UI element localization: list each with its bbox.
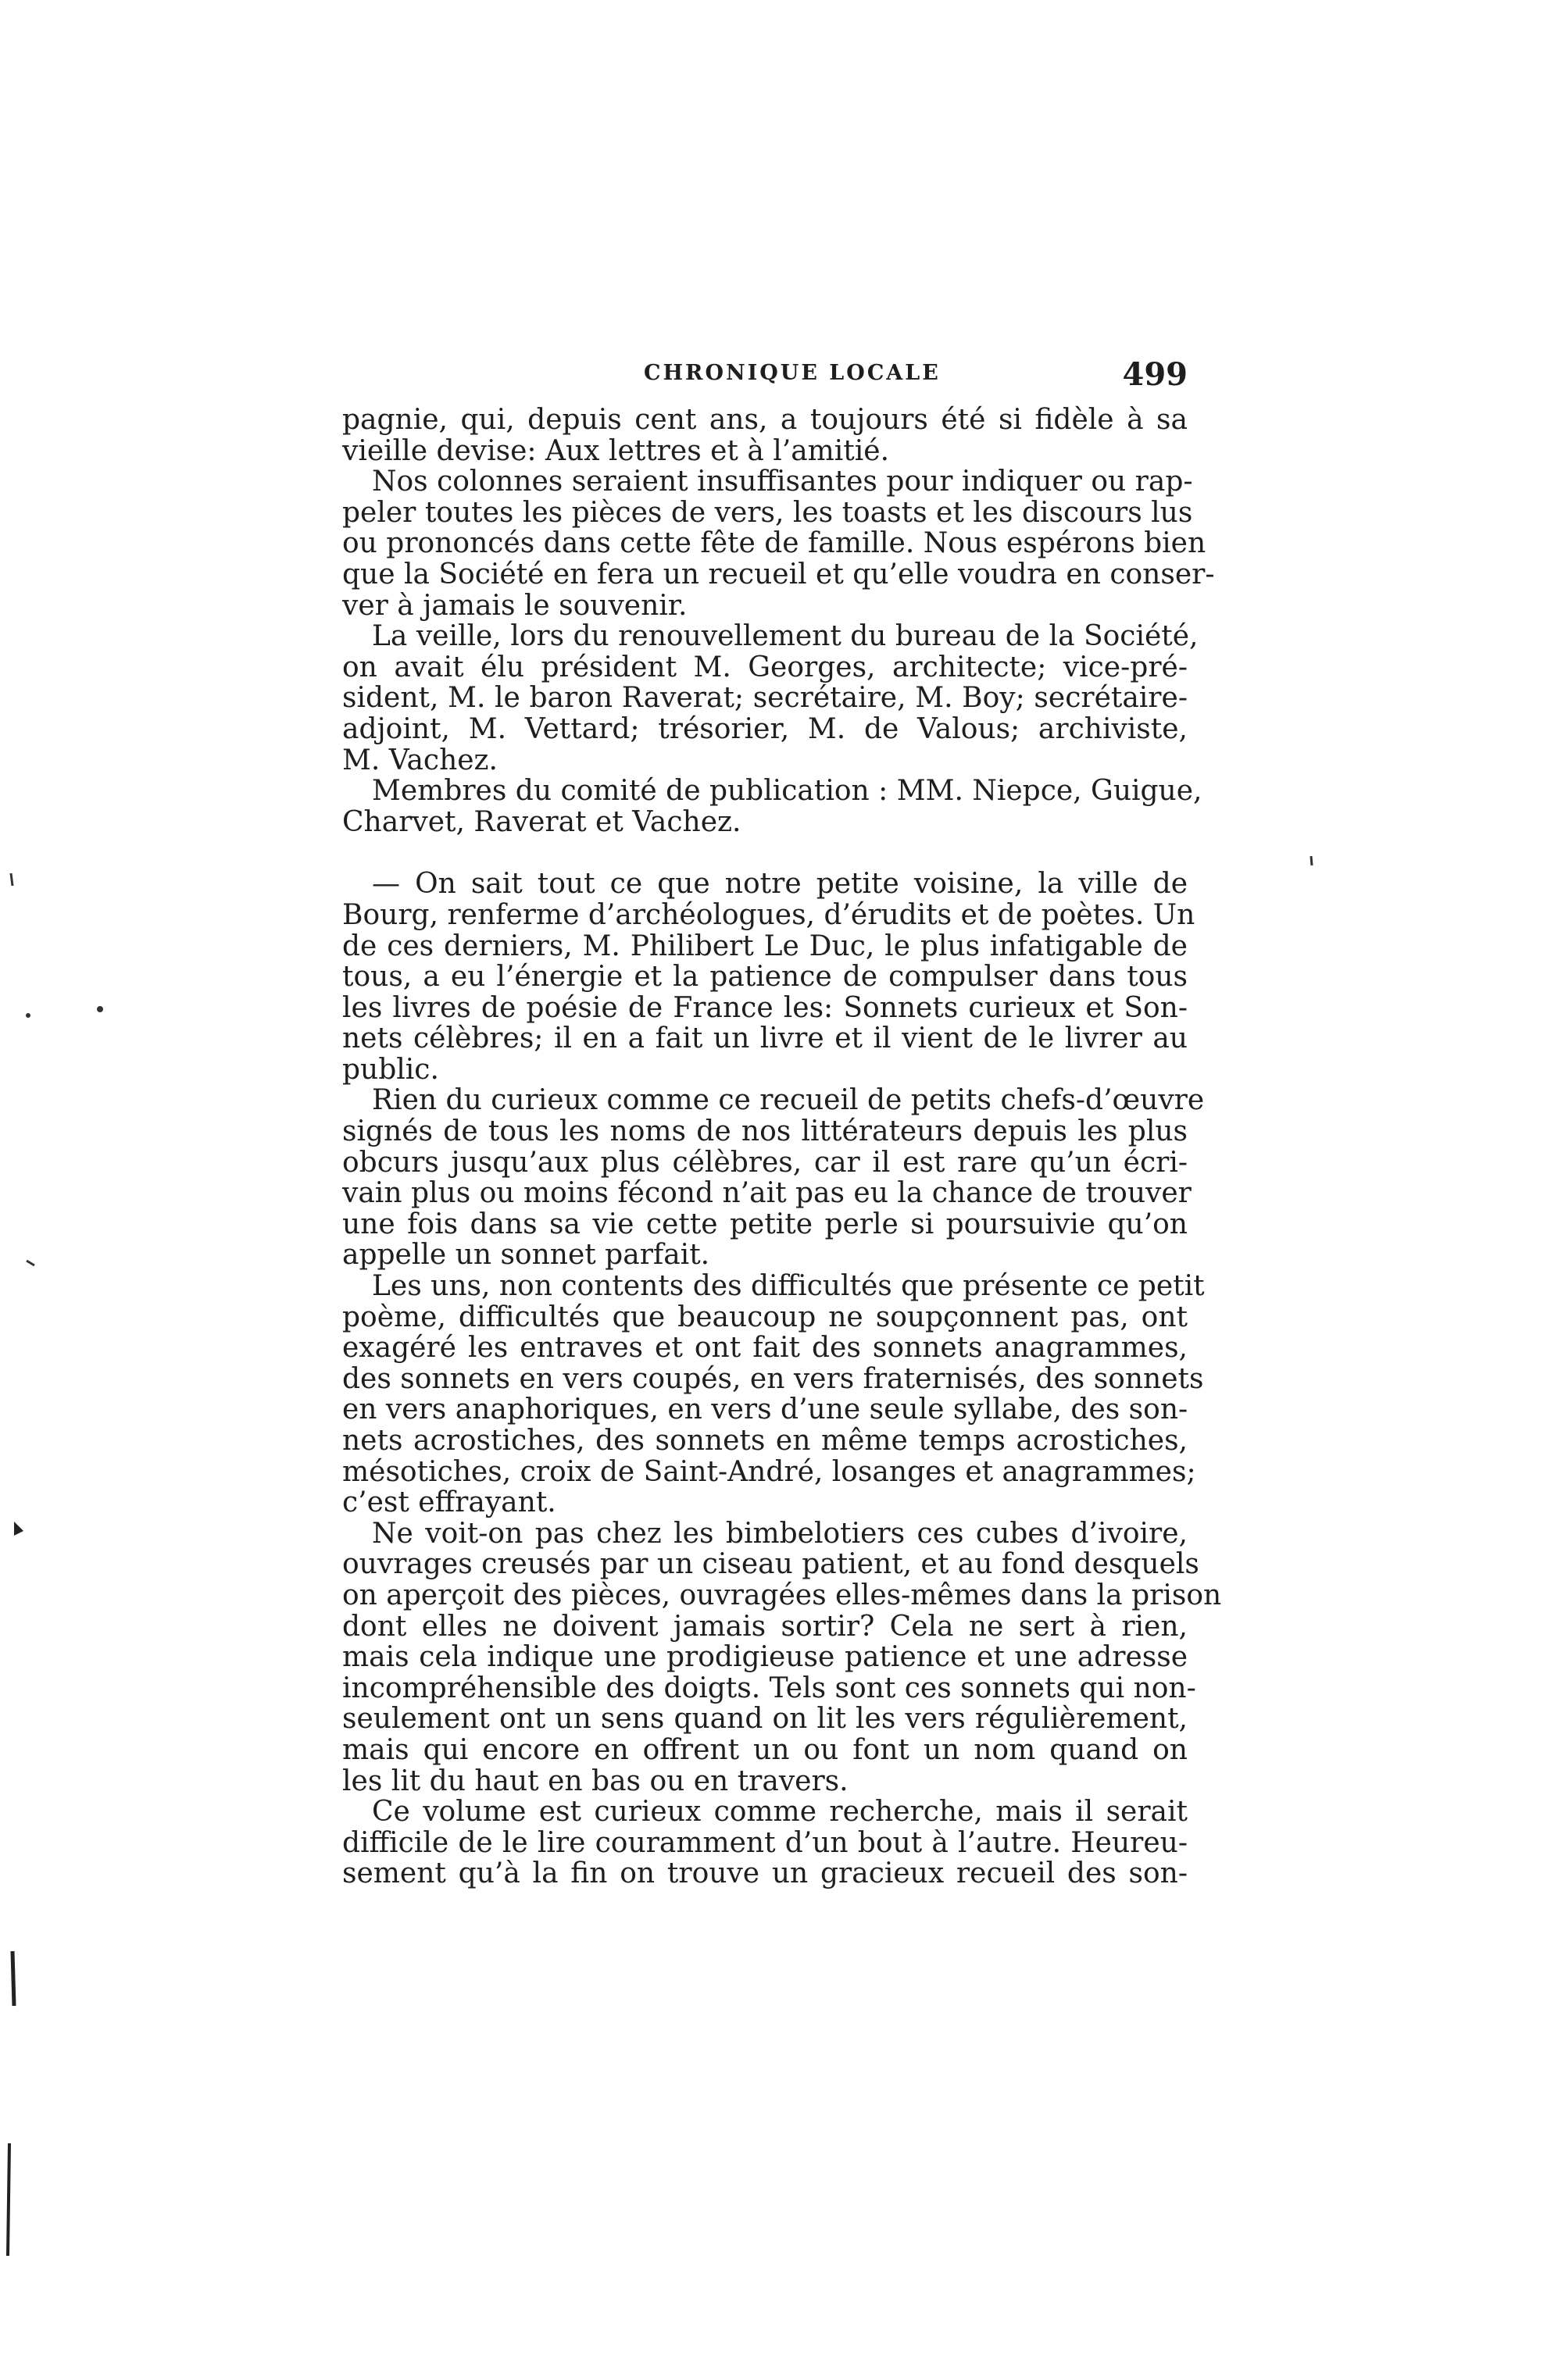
text-line: incompréhensible des doigts. Tels sont ces sonnets qui non- — [342, 1672, 1196, 1704]
text-line: mais cela indique une prodigieuse patience et une adresse — [342, 1641, 1188, 1674]
text-line: mésotiches, croix de Saint-André, losanges et anagrammes; — [342, 1455, 1196, 1488]
text-line: sement qu’à la fin on trouve un gracieux recueil des son- — [342, 1857, 1188, 1890]
margin-mark — [97, 1006, 103, 1012]
text-line: vieille devise: Aux lettres et à l’amitié. — [342, 434, 890, 467]
text-line: Membres du comité de publication : MM. Niepce, Guigue, — [372, 775, 1202, 808]
text-line: obcurs jusqu’aux plus célèbres, car il est rare qu’un écri- — [342, 1146, 1188, 1179]
text-line: nets célèbres; il en a fait un livre et il vient de le livrer au — [342, 1022, 1188, 1055]
text-line: nets acrostiches, des sonnets en même temps acrostiches, — [342, 1425, 1188, 1457]
text-line: peler toutes les pièces de vers, les toasts et les discours lus — [342, 496, 1193, 529]
margin-mark — [1311, 856, 1312, 865]
text-line: pagnie, qui, depuis cent ans, a toujours été si fidèle à sa — [342, 404, 1188, 436]
text-line: M. Vachez. — [342, 744, 498, 776]
text-line: vain plus ou moins fécond n’ait pas eu la chance de trouver — [342, 1177, 1192, 1210]
text-line: — On sait tout ce que notre petite voisine, la ville de — [372, 868, 1188, 901]
text-line: adjoint, M. Vettard; trésorier, M. de Valous; archiviste, — [342, 712, 1188, 745]
running-head: CHRONIQUE LOCALE — [644, 361, 941, 385]
text-line: en vers anaphoriques, en vers d’une seule syllabe, des son- — [342, 1393, 1188, 1426]
text-line: exagéré les entraves et ont fait des sonnets anagrammes, — [342, 1332, 1188, 1365]
text-line: sident, M. le baron Raverat; secrétaire, M. Boy; secrétaire- — [342, 682, 1188, 715]
text-line: une fois dans sa vie cette petite perle si poursuivie qu’on — [342, 1208, 1188, 1240]
text-line: Rien du curieux comme ce recueil de petits chefs-d’œuvre — [372, 1084, 1205, 1117]
margin-mark — [8, 2143, 9, 2256]
margin-mark — [27, 1261, 34, 1265]
text-line: difficile de le lire couramment d’un bout à l’autre. Heureu- — [342, 1826, 1188, 1859]
text-line: poème, difficultés que beaucoup ne soupçonnent pas, ont — [342, 1301, 1188, 1333]
text-line: les lit du haut en bas ou en travers. — [342, 1764, 849, 1797]
text-line: dont elles ne doivent jamais sortir? Cela ne sert à rien, — [342, 1610, 1188, 1643]
text-line: Les uns, non contents des difficultés que présente ce petit — [372, 1270, 1205, 1303]
text-line: ouvrages creusés par un ciseau patient, et au fond desquels — [342, 1548, 1199, 1581]
text-line: appelle un sonnet parfait. — [342, 1239, 710, 1272]
text-line: ou prononcés dans cette fête de famille. Nous espérons bien — [342, 527, 1206, 560]
margin-mark — [14, 1522, 23, 1536]
text-line: c’est effrayant. — [342, 1486, 556, 1519]
text-line: Nos colonnes seraient insuffisantes pour indiquer ou rap- — [372, 466, 1193, 498]
text-line: Ne voit-on pas chez les bimbelotiers ces cubes d’ivoire, — [372, 1517, 1188, 1550]
text-line: public. — [342, 1053, 439, 1086]
text-line: La veille, lors du renouvellement du bureau de la Société, — [372, 620, 1199, 653]
text-line: seulement ont un sens quand on lit les vers régulièrement, — [342, 1703, 1188, 1736]
margin-mark — [26, 1013, 30, 1018]
page-number: 499 — [1122, 356, 1188, 393]
margin-mark — [13, 1951, 14, 2006]
text-line: Ce volume est curieux comme recherche, mais il serait — [372, 1796, 1188, 1829]
text-line: on avait élu président M. Georges, architecte; vice-pré- — [342, 651, 1188, 683]
text-line: les livres de poésie de France les: Sonnets curieux et Son- — [342, 991, 1188, 1024]
text-line: de ces derniers, M. Philibert Le Duc, le plus infatigable de — [342, 930, 1188, 962]
text-line: mais qui encore en offrent un ou font un nom quand on — [342, 1733, 1188, 1766]
text-line: Bourg, renferme d’archéologues, d’érudits et de poètes. Un — [342, 898, 1195, 931]
text-line: on aperçoit des pièces, ouvragées elles-mêmes dans la prison — [342, 1579, 1222, 1611]
text-line: que la Société en fera un recueil et qu’elle voudra en conser- — [342, 558, 1215, 591]
margin-mark — [11, 873, 13, 886]
text-line: des sonnets en vers coupés, en vers fraternisés, des sonnets — [342, 1362, 1204, 1395]
text-line: Charvet, Raverat et Vachez. — [342, 805, 741, 838]
text-line: tous, a eu l’énergie et la patience de compulser dans tous — [342, 961, 1188, 994]
text-line: ver à jamais le souvenir. — [342, 589, 688, 622]
text-line: signés de tous les noms de nos littérateurs depuis les plus — [342, 1115, 1188, 1148]
